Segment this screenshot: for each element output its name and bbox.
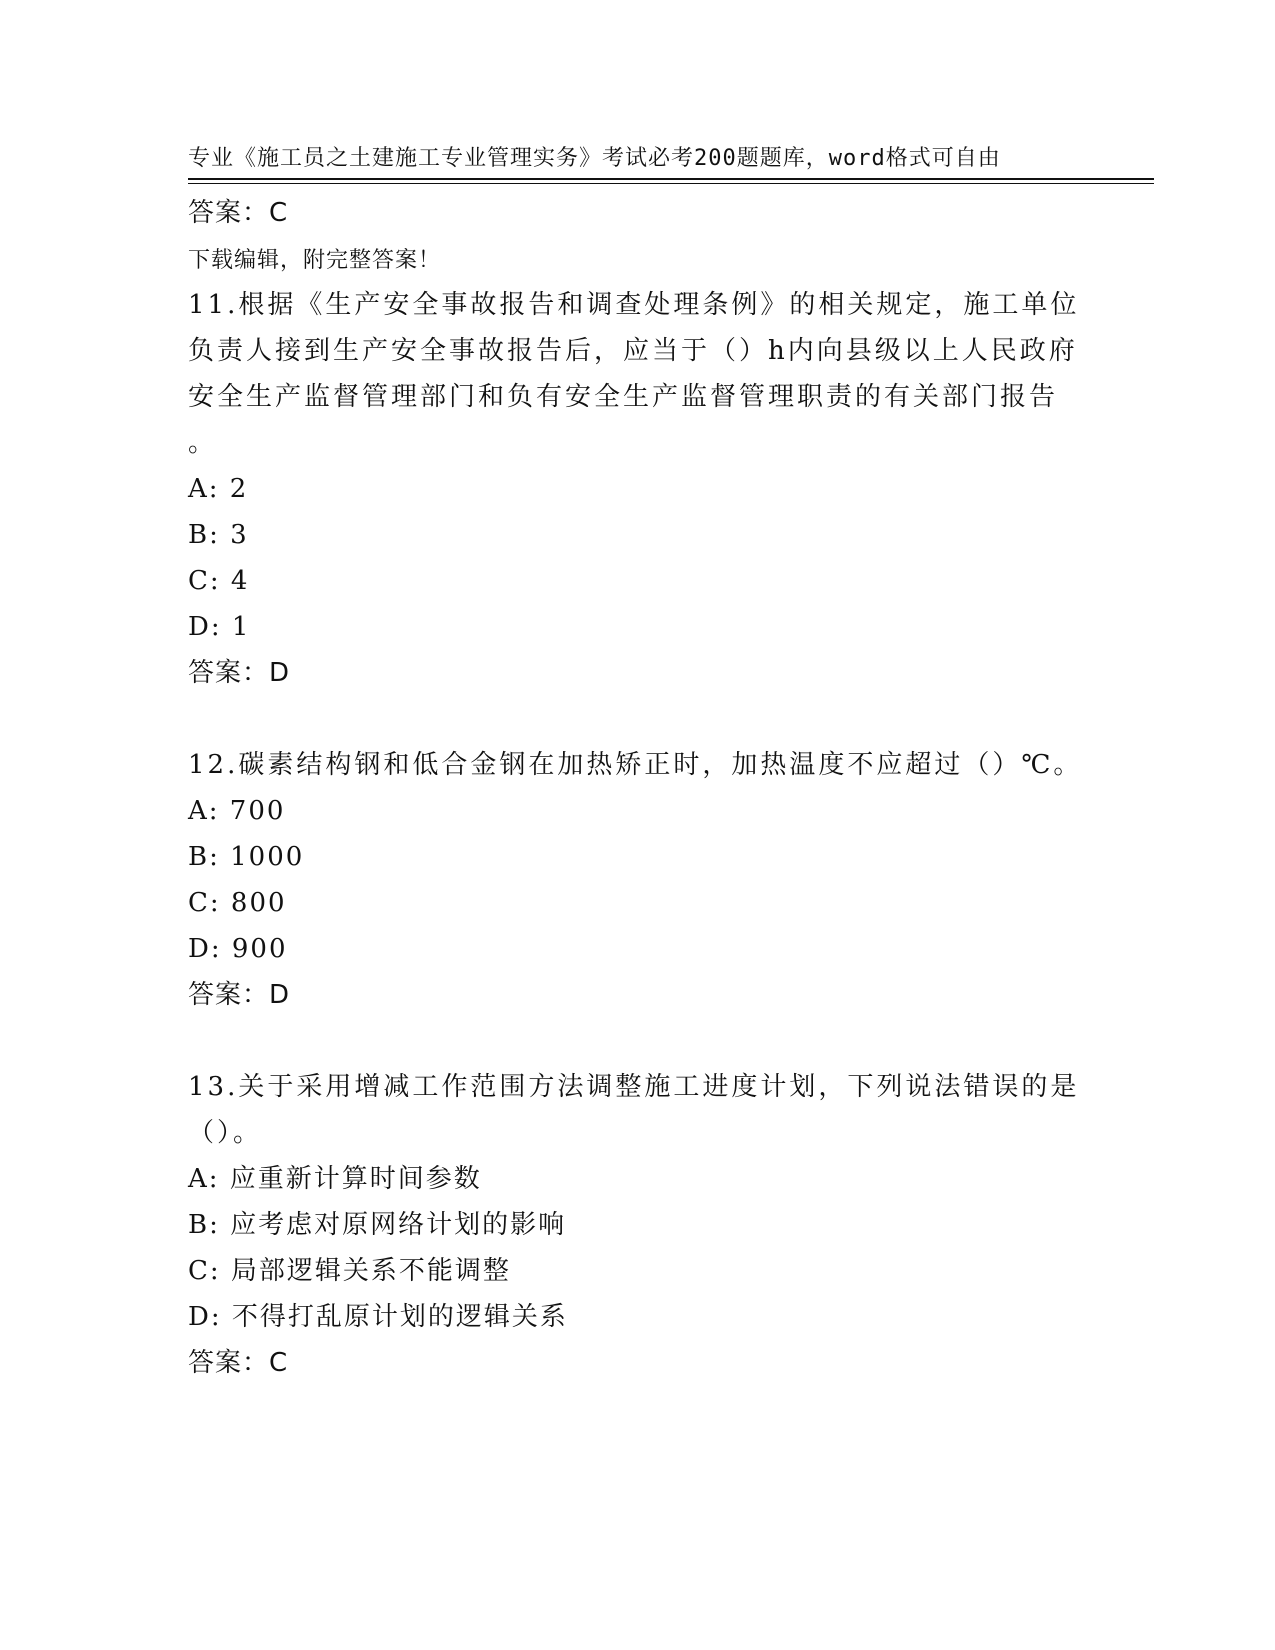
answer-line: 答案：C	[188, 1348, 289, 1378]
header-rule-thin	[188, 183, 1154, 184]
option-a: A: 2	[188, 474, 249, 504]
question-stem-line: 12.碳素结构钢和低合金钢在加热矫正时，加热温度不应超过（）℃。	[188, 750, 1083, 780]
question-stem-line: （）。	[188, 1118, 263, 1148]
question-block	[188, 282, 1088, 696]
option-b: B: 3	[188, 520, 249, 550]
question-stem-line: 13.关于采用增减工作范围方法调整施工进度计划，下列说法错误的是	[188, 1072, 1080, 1102]
spacer	[188, 696, 1088, 742]
question-stem-line: 11.根据《生产安全事故报告和调查处理条例》的相关规定，施工单位	[188, 290, 1080, 320]
option-a: A: 应重新计算时间参数	[188, 1164, 482, 1194]
header-line-2: 下载编辑，附完整答案！	[188, 248, 442, 273]
header-line-1: 专业《施工员之土建施工专业管理实务》考试必考200题题库，word格式可自由	[188, 146, 1001, 171]
answer-line: 答案：D	[188, 658, 291, 688]
question-block	[188, 1064, 1088, 1386]
question-stem-line: 。	[188, 428, 218, 458]
option-c: C: 局部逻辑关系不能调整	[188, 1256, 511, 1286]
option-b: B: 应考虑对原网络计划的影响	[188, 1210, 567, 1240]
question-list	[188, 190, 1088, 1386]
option-d: D: 不得打乱原计划的逻辑关系	[188, 1302, 568, 1332]
option-b: B: 1000	[188, 842, 305, 872]
option-d: D: 1	[188, 612, 251, 642]
option-d: D: 900	[188, 934, 288, 964]
spacer	[188, 236, 1088, 282]
question-stem-line: 负责人接到生产安全事故报告后，应当于（）h内向县级以上人民政府	[188, 336, 1078, 366]
question-block	[188, 742, 1088, 1018]
answer-line: 答案：D	[188, 980, 291, 1010]
previous-answer: 答案：C	[188, 198, 289, 228]
question-stem-line: 安全生产监督管理部门和负有安全生产监督管理职责的有关部门报告	[188, 382, 1059, 412]
header-rule-thick	[188, 178, 1154, 180]
option-c: C: 800	[188, 888, 287, 918]
option-c: C: 4	[188, 566, 250, 596]
option-a: A: 700	[188, 796, 286, 826]
spacer	[188, 1018, 1088, 1064]
